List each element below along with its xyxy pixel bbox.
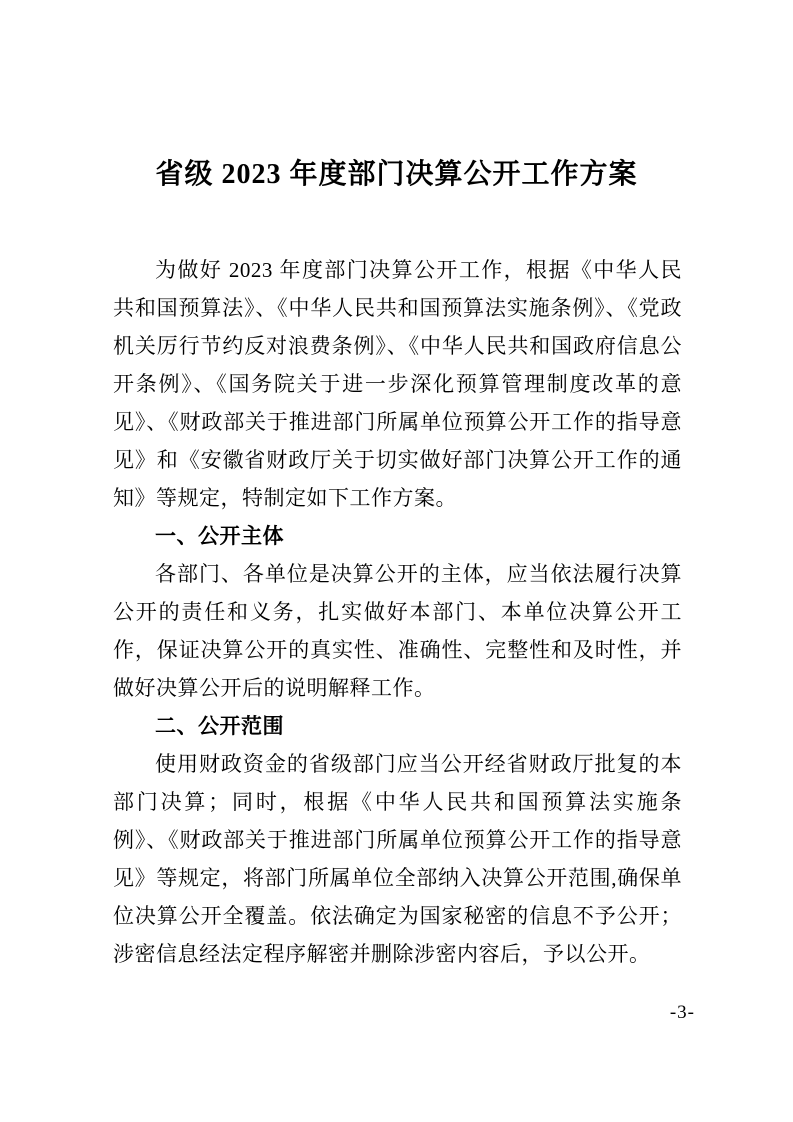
section-1-paragraph: 各部门、各单位是决算公开的主体，应当依法履行决算公开的责任和义务，扎实做好本部门、本单位决算公开工作，保证决算公开的真实性、准确性、完整性和及时性，并做好决算公开后的说明解释工作。: [113, 562, 682, 700]
document-title: 省级 2023 年度部门决算公开工作方案: [155, 159, 638, 190]
page-number: -3-: [669, 1002, 695, 1023]
document-body: [113, 251, 682, 973]
section-heading-1: 一、公开主体: [155, 524, 284, 548]
section-2-paragraph: 使用财政资金的省级部门应当公开经省财政厅批复的本部门决算；同时，根据《中华人民共和国预算法实施条例》、《财政部关于推进部门所属单位预算公开工作的指导意见》等规定，将部门所属单位全部纳入决算公开范围,确保单位决算公开全覆盖。依法确定为国家秘密的信息不予公开；涉密信息经法定程序解密并删除涉密内容后，予以公开。: [113, 752, 682, 966]
section-heading-2: 二、公开范围: [155, 714, 284, 738]
intro-paragraph: 为做好 2023 年度部门决算公开工作，根据《中华人民共和国预算法》、《中华人民共和国预算法实施条例》、《党政机关厉行节约反对浪费条例》、《中华人民共和国政府信息公开条例》、《国务院关于进一步深化预算管理制度改革的意见》、《财政部关于推进部门所属单位预算公开工作的指导意见》和《安徽省财政厅关于切实做好部门决算公开工作的通知》等规定，特制定如下工作方案。: [113, 258, 682, 510]
